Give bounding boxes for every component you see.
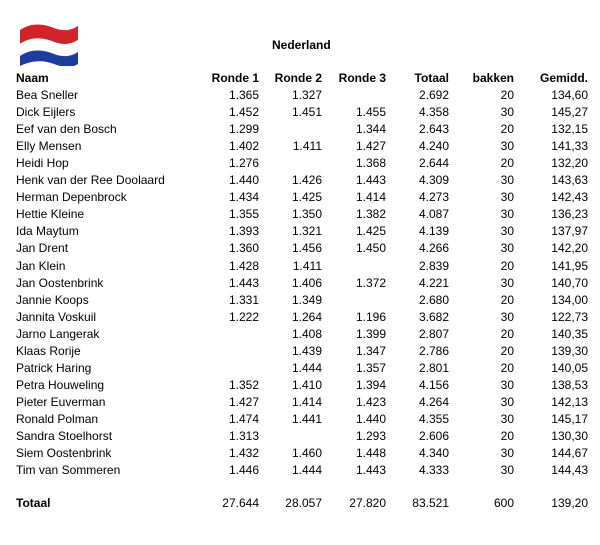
table-row	[0, 258, 600, 275]
cell-ronde-1: 1.352	[228, 377, 259, 392]
cell-ronde-1: 1.222	[228, 309, 259, 324]
cell-totaal: 2.692	[418, 88, 449, 102]
cell-bakken: 20	[500, 258, 514, 273]
cell-gemidd: 141,95	[551, 258, 588, 273]
cell-gemidd: 144,43	[551, 463, 588, 478]
cell-ronde-3: 1.372	[355, 275, 386, 290]
header-ronde-1: Ronde 1	[211, 71, 259, 85]
header-bakken: bakken	[472, 71, 514, 85]
cell-bakken: 20	[500, 156, 514, 171]
cell-gemidd: 138,53	[551, 377, 588, 392]
header-naam: Naam	[16, 71, 49, 85]
table-row	[0, 155, 600, 172]
cell-naam: Heidi Hop	[16, 156, 69, 171]
cell-bakken: 20	[500, 88, 514, 102]
cell-ronde-3: 1.425	[355, 224, 386, 239]
table-row	[0, 377, 600, 394]
cell-gemidd: 137,97	[551, 224, 588, 239]
header-totaal: Totaal	[414, 71, 449, 85]
cell-bakken: 20	[500, 343, 514, 358]
cell-naam: Siem Oostenbrink	[16, 446, 112, 461]
cell-bakken: 30	[500, 190, 514, 205]
cell-totaal: 4.087	[418, 207, 449, 222]
cell-ronde-3: 1.443	[355, 463, 386, 478]
cell-ronde-2: 1.451	[291, 105, 322, 120]
cell-totaal: 4.355	[418, 411, 449, 426]
cell-bakken: 30	[500, 224, 514, 239]
cell-naam: Elly Mensen	[16, 139, 82, 154]
table-row	[0, 240, 600, 257]
cell-totaal: 4.340	[418, 446, 449, 461]
table-row	[0, 411, 600, 428]
cell-ronde-3: 1.399	[355, 326, 386, 341]
cell-bakken: 20	[500, 429, 514, 443]
table-row	[0, 275, 600, 292]
cell-ronde-1: 1.428	[228, 258, 259, 273]
cell-bakken: 30	[500, 275, 514, 290]
cell-bakken: 30	[500, 394, 514, 409]
total-bakken: 600	[493, 496, 514, 510]
cell-naam: Jarno Langerak	[16, 326, 100, 341]
cell-ronde-1: 1.402	[228, 139, 259, 154]
cell-totaal: 4.139	[418, 224, 449, 239]
cell-ronde-3: 1.196	[355, 309, 386, 324]
cell-naam: Dick Eijlers	[16, 105, 76, 120]
cell-gemidd: 142,20	[551, 241, 588, 256]
table-row	[0, 343, 600, 360]
cell-bakken: 30	[500, 207, 514, 222]
cell-ronde-3: 1.382	[355, 207, 386, 222]
cell-gemidd: 122,73	[551, 309, 588, 324]
cell-naam: Herman Depenbrock	[16, 190, 127, 205]
cell-naam: Ida Maytum	[16, 224, 79, 239]
table-row	[0, 138, 600, 155]
cell-ronde-1: 1.452	[228, 105, 259, 120]
cell-totaal: 4.309	[418, 173, 449, 188]
cell-ronde-2: 1.410	[291, 377, 322, 392]
cell-totaal: 2.606	[418, 429, 449, 443]
cell-ronde-1: 1.432	[228, 446, 259, 461]
cell-bakken: 20	[500, 326, 514, 341]
cell-ronde-3: 1.368	[355, 156, 386, 171]
cell-naam: Petra Houweling	[16, 377, 105, 392]
cell-naam: Eef van den Bosch	[16, 122, 117, 137]
cell-ronde-2: 1.444	[291, 463, 322, 478]
cell-totaal: 2.786	[418, 343, 449, 358]
cell-naam: Klaas Rorije	[16, 343, 81, 358]
cell-ronde-2: 1.411	[292, 139, 322, 154]
cell-naam: Jan Drent	[16, 241, 69, 256]
cell-ronde-2: 1.327	[291, 88, 322, 102]
cell-gemidd: 142,13	[551, 394, 588, 409]
cell-ronde-3: 1.394	[355, 377, 386, 392]
cell-ronde-1: 1.365	[228, 88, 259, 102]
cell-ronde-2: 1.460	[291, 446, 322, 461]
cell-ronde-3: 1.427	[355, 139, 386, 154]
cell-totaal: 2.807	[418, 326, 449, 341]
total-row	[0, 495, 600, 512]
cell-ronde-2: 1.406	[291, 275, 322, 290]
cell-gemidd: 144,67	[551, 446, 588, 461]
cell-totaal: 2.839	[418, 258, 449, 273]
cell-ronde-2: 1.425	[291, 190, 322, 205]
cell-naam: Jan Klein	[16, 258, 66, 273]
cell-gemidd: 145,27	[551, 105, 588, 120]
table-row	[0, 104, 600, 121]
cell-ronde-2: 1.426	[291, 173, 322, 188]
cell-ronde-1: 1.434	[228, 190, 259, 205]
cell-ronde-2: 1.321	[291, 224, 322, 239]
header-ronde-2: Ronde 2	[274, 71, 322, 85]
cell-bakken: 30	[500, 139, 514, 154]
cell-naam: Jannie Koops	[16, 292, 89, 307]
cell-naam: Sandra Stoelhorst	[16, 429, 113, 443]
cell-bakken: 30	[500, 241, 514, 256]
cell-ronde-1: 1.443	[228, 275, 259, 290]
cell-ronde-3: 1.455	[355, 105, 386, 120]
cell-ronde-2: 1.349	[291, 292, 322, 307]
cell-ronde-2: 1.350	[291, 207, 322, 222]
netherlands-flag-icon	[18, 20, 80, 66]
table-row	[0, 309, 600, 326]
total-ronde-3: 27.820	[349, 496, 386, 510]
cell-totaal: 4.240	[418, 139, 449, 154]
table-row	[0, 326, 600, 343]
table-row	[0, 189, 600, 206]
total-ronde-1: 27.644	[222, 496, 259, 510]
cell-naam: Pieter Euverman	[16, 394, 106, 409]
cell-totaal: 3.682	[418, 309, 449, 324]
cell-ronde-2: 1.411	[292, 258, 322, 273]
cell-totaal: 4.221	[418, 275, 449, 290]
cell-bakken: 20	[500, 122, 514, 137]
cell-ronde-1: 1.331	[228, 292, 259, 307]
header-ronde-3: Ronde 3	[338, 71, 386, 85]
cell-gemidd: 136,23	[551, 207, 588, 222]
cell-ronde-2: 1.439	[291, 343, 322, 358]
cell-ronde-1: 1.313	[228, 429, 259, 443]
cell-gemidd: 142,43	[551, 190, 588, 205]
cell-ronde-1: 1.355	[228, 207, 259, 222]
cell-naam: Bea Sneller	[16, 88, 79, 102]
cell-bakken: 30	[500, 377, 514, 392]
cell-bakken: 30	[500, 105, 514, 120]
cell-gemidd: 130,30	[551, 429, 588, 443]
table-row	[0, 360, 600, 377]
cell-totaal: 4.358	[418, 105, 449, 120]
cell-naam: Jannita Voskuil	[16, 309, 97, 324]
cell-ronde-1: 1.393	[228, 224, 259, 239]
cell-naam: Jan Oostenbrink	[16, 275, 104, 290]
table-row	[0, 462, 600, 479]
cell-ronde-1: 1.427	[228, 394, 259, 409]
cell-ronde-1: 1.299	[228, 122, 259, 137]
table-row	[0, 223, 600, 240]
cell-naam: Henk van der Ree Doolaard	[16, 173, 165, 188]
table-row	[0, 394, 600, 411]
cell-ronde-3: 1.344	[355, 122, 386, 137]
table-row	[0, 292, 600, 309]
cell-ronde-3: 1.443	[355, 173, 386, 188]
cell-gemidd: 134,60	[551, 88, 588, 102]
cell-ronde-3: 1.347	[355, 343, 386, 358]
cell-gemidd: 140,70	[551, 275, 588, 290]
cell-gemidd: 143,63	[551, 173, 588, 188]
table-row	[0, 172, 600, 189]
cell-bakken: 30	[500, 463, 514, 478]
cell-totaal: 4.273	[418, 190, 449, 205]
cell-naam: Hettie Kleine	[16, 207, 85, 222]
cell-ronde-2: 1.414	[291, 394, 322, 409]
cell-bakken: 30	[500, 173, 514, 188]
cell-ronde-3: 1.293	[355, 429, 386, 443]
cell-totaal: 4.264	[418, 394, 449, 409]
cell-gemidd: 139,30	[551, 343, 588, 358]
table-row	[0, 206, 600, 223]
cell-ronde-3: 1.448	[355, 446, 386, 461]
cell-gemidd: 140,05	[551, 360, 588, 375]
cell-totaal: 2.680	[418, 292, 449, 307]
cell-bakken: 30	[500, 309, 514, 324]
table-row	[0, 428, 600, 445]
cell-gemidd: 132,20	[551, 156, 588, 171]
cell-gemidd: 141,33	[551, 139, 588, 154]
cell-ronde-2: 1.264	[291, 309, 322, 324]
cell-bakken: 30	[500, 411, 514, 426]
cell-gemidd: 140,35	[551, 326, 588, 341]
cell-ronde-1: 1.440	[228, 173, 259, 188]
table-row	[0, 121, 600, 138]
cell-gemidd: 134,00	[551, 292, 588, 307]
cell-bakken: 20	[500, 360, 514, 375]
cell-ronde-1: 1.446	[228, 463, 259, 478]
total-label: Totaal	[16, 496, 51, 510]
cell-naam: Ronald Polman	[16, 411, 99, 426]
cell-ronde-2: 1.408	[291, 326, 322, 341]
cell-ronde-3: 1.414	[355, 190, 386, 205]
cell-totaal: 4.333	[418, 463, 449, 478]
cell-ronde-1: 1.276	[228, 156, 259, 171]
cell-totaal: 4.156	[418, 377, 449, 392]
cell-totaal: 4.266	[418, 241, 449, 256]
cell-ronde-2: 1.441	[291, 411, 322, 426]
total-ronde-2: 28.057	[285, 496, 322, 510]
cell-ronde-3: 1.423	[355, 394, 386, 409]
cell-bakken: 20	[500, 292, 514, 307]
cell-naam: Patrick Haring	[16, 360, 92, 375]
table-row	[0, 445, 600, 462]
header-gemidd: Gemidd.	[539, 71, 588, 85]
cell-ronde-2: 1.444	[291, 360, 322, 375]
cell-totaal: 2.644	[418, 156, 449, 171]
cell-ronde-1: 1.360	[228, 241, 259, 256]
cell-totaal: 2.801	[418, 360, 449, 375]
cell-ronde-3: 1.450	[355, 241, 386, 256]
total-gemidd: 139,20	[551, 496, 588, 510]
cell-ronde-1: 1.474	[228, 411, 259, 426]
total-totaal: 83.521	[412, 496, 449, 510]
page-title: Nederland	[272, 38, 331, 52]
table-row	[0, 87, 600, 104]
cell-gemidd: 132,15	[551, 122, 588, 137]
cell-ronde-2: 1.456	[291, 241, 322, 256]
cell-naam: Tim van Sommeren	[16, 463, 121, 478]
cell-ronde-3: 1.357	[355, 360, 386, 375]
table-header	[0, 70, 600, 87]
cell-ronde-3: 1.440	[355, 411, 386, 426]
cell-bakken: 30	[500, 446, 514, 461]
cell-gemidd: 145,17	[551, 411, 588, 426]
cell-totaal: 2.643	[418, 122, 449, 137]
